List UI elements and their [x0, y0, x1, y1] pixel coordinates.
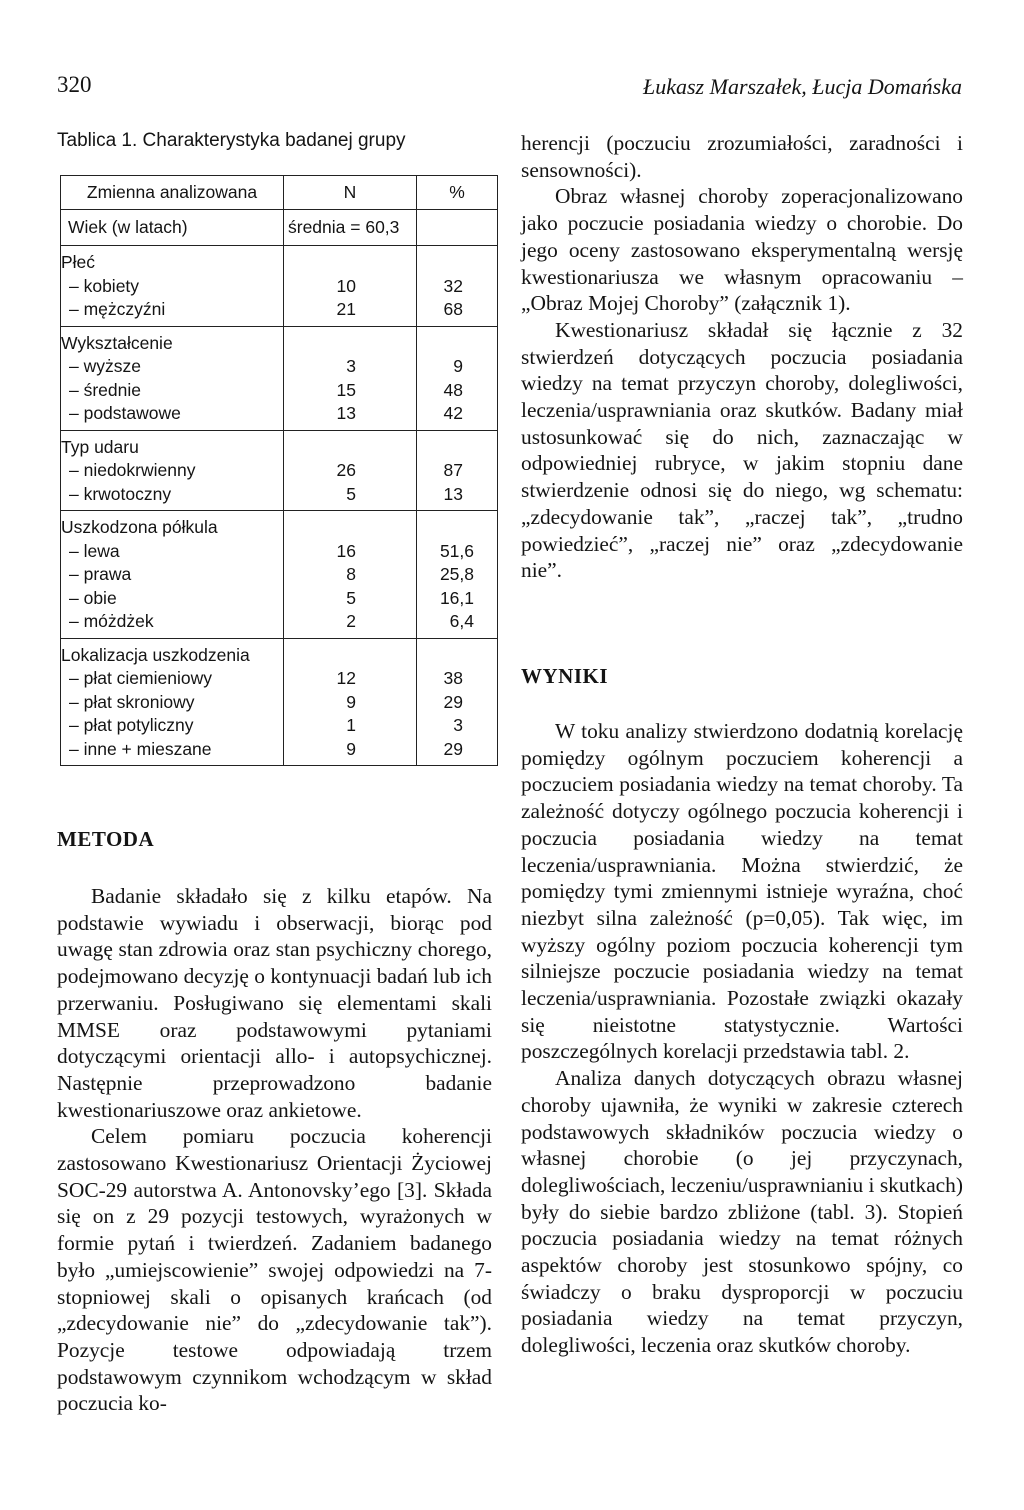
item-n: 16 [336, 540, 356, 561]
table-group-row [61, 327, 497, 431]
section-heading-results: WYNIKI [521, 664, 609, 688]
age-label: Wiek (w latach) [68, 217, 188, 237]
right-paragraph-2: Obraz własnej choroby zoperacjonalizowano jako poczucie posiadania wiedzy o chorobie. Do jego oceny zastosowano eksperymentalną wersję kwestionariusza we własnym opracowaniu – „Obraz Mojej Choroby” (załącznik 1). [521, 184, 963, 316]
age-pct [417, 210, 497, 245]
item-label: – krwotoczny [69, 483, 172, 504]
item-label: – niedokrwienny [69, 460, 196, 480]
right-paragraph-3: Kwestionariusz składał się łącznie z 32 stwierdzeń dotyczących poczucia posiadania wiedzy na temat przyczyn choroby, dolegliwości, leczenia/usprawniania oraz skutków. Badany miał ustosunkować się do nich, zaznaczając w odpowiedniej rubryce, w jakim stopniu dane stwierdzenie odnosi się do niego, wg schematu: „zdecydowanie tak”, „raczej tak”, „trudno powiedzieć”, „raczej nie” oraz „zdecydowanie nie”. [521, 317, 963, 583]
item-label: – podstawowe [69, 403, 181, 423]
running-header-authors: Łukasz Marszałek, Łucja Domańska [643, 74, 962, 99]
item-label: – mężczyźni [69, 299, 166, 319]
results-text [521, 718, 963, 1359]
results-paragraph-1: W toku analizy stwierdzono dodatnią korelację pomiędzy ogólnym poczuciem koherencji a poczuciem posiadania wiedzy na temat choroby. Ta zależność dotyczy ogólnego poczucia koherencji i poczucia posiadania wiedzy na temat leczenia/usprawniania. Można stwierdzić, że pomiędzy tymi zmiennymi istnieje wyraźna, choć niezbyt silna zależność (p=0,05). Tak więc, im wyższy ogólny poziom poczucia koherencji tym silniejsze poczucie posiadania wiedzy na temat leczenia/usprawniania. Pozostałe związki okazały się nieistotne statystycznie. Wartości poszczególnych korelacji przedstawia tabl. 2. [521, 719, 963, 1064]
results-paragraph-2: Analiza danych dotyczących obrazu własnej choroby ujawniła, że wyniki w zakresie czterech podstawowych składników poczucia wiedzy o własnej chorobie (o jej przyczynach, dolegliwościach, leczeniu/usprawnianiu i skutkach) były do siebie bardzo zbliżone (tabl. 3). Stopień poczucia posiadania wiedzy na temat różnych aspektów choroby jest stosunkowo spójny, co świadczy o braku dysproporcji w poczuciu posiadania wiedzy na temat przyczyn, dolegliwości, leczenia oraz skutków choroby. [521, 1066, 963, 1358]
item-pct: 68 [443, 299, 463, 319]
item-pct: 25,8 [439, 564, 474, 584]
item-label: – lewa [69, 540, 120, 561]
item-n: 12 [336, 668, 356, 688]
item-label: – kobiety [69, 275, 140, 296]
method-paragraph-2: Celem pomiaru poczucia koherencji zastosowano Kwestionariusz Orientacji Życiowej SOC-29 autorstwa A. Antonovsky’ego [3]. Składa się on z 29 pozycji testowych, wyrażonych w formie pytań i twierdzeń. Zadaniem badanego było „umiejscowienie” swojej odpowiedzi na 7-stopniowej skali o opisanych krańcach (od „zdecydowanie nie” do „zdecydowanie tak”). Pozycje testowe odpowiadają trzem podstawowym czynnikom wchodzącym w skład poczucia ko- [57, 1124, 492, 1416]
item-pct: 6,4 [449, 611, 474, 631]
item-n: 5 [346, 483, 356, 504]
item-pct: 29 [443, 738, 463, 759]
item-n: 26 [336, 460, 356, 480]
item-pct: 3 [453, 715, 463, 735]
group-title: Płeć [61, 252, 96, 272]
item-n: 9 [346, 738, 356, 759]
item-pct: 13 [443, 483, 463, 504]
item-pct: 29 [443, 691, 463, 712]
item-label: – móżdżek [69, 611, 154, 631]
item-pct: 42 [443, 403, 463, 423]
table-group-row [61, 246, 497, 327]
group-title: Lokalizacja uszkodzenia [61, 644, 250, 665]
item-pct: 32 [443, 275, 463, 296]
page-number: 320 [57, 72, 92, 97]
age-mean: średnia = 60,3 [288, 217, 400, 237]
method-paragraph-1: Badanie składało się z kilku etapów. Na podstawie wywiadu i obserwacji, biorąc pod uwagę stan zdrowia oraz stan psychiczny chorego, podejmowano decyzję o kontynuacji badań lub ich przerwaniu. Posługiwano się elementami skali MMSE oraz podstawowymi pytaniami dotyczącymi orientacji allo- i autopsychicznej. Następnie przeprowadzono badanie kwestionariuszowe oraz ankietowe. [57, 884, 492, 1122]
item-n: 1 [346, 715, 356, 735]
table-group-row [61, 639, 497, 767]
item-n: 10 [336, 275, 356, 296]
item-n: 2 [346, 611, 356, 631]
section-heading-method: METODA [57, 827, 155, 851]
item-n: 5 [346, 587, 356, 608]
item-n: 8 [346, 564, 356, 584]
item-label: – płat ciemieniowy [69, 668, 212, 688]
item-label: – obie [69, 587, 117, 608]
column-header-n: N [343, 182, 357, 202]
table-group-row [61, 511, 497, 639]
item-n: 9 [346, 691, 356, 712]
item-pct: 38 [443, 668, 463, 688]
right-paragraph-1: herencji (poczuciu zrozumiałości, zaradności i sensowności). [521, 131, 963, 182]
column-header-percent: % [449, 182, 465, 202]
item-n: 3 [346, 356, 356, 376]
table-row-age [61, 210, 497, 246]
item-pct: 51,6 [439, 540, 474, 561]
group-title: Uszkodzona półkula [61, 517, 218, 537]
item-label: – prawa [69, 564, 132, 584]
item-n: 21 [336, 299, 356, 319]
item-pct: 9 [453, 356, 463, 376]
right-column-text [521, 130, 963, 584]
item-label: – płat skroniowy [69, 691, 195, 712]
item-label: – inne + mieszane [69, 738, 212, 759]
item-label: – płat potyliczny [69, 715, 194, 735]
characteristics-table [60, 175, 498, 766]
item-n: 13 [336, 403, 356, 423]
method-text [57, 883, 492, 1417]
group-title: Wykształcenie [61, 332, 173, 353]
item-n: 15 [336, 379, 356, 400]
item-label: – średnie [69, 379, 141, 400]
item-pct: 16,1 [439, 587, 474, 608]
table-group-row [61, 431, 497, 512]
item-label: – wyższe [69, 356, 141, 376]
group-title: Typ udaru [61, 436, 139, 457]
item-pct: 48 [443, 379, 463, 400]
table-caption: Tablica 1. Charakterystyka badanej grupy [57, 130, 406, 151]
item-pct: 87 [443, 460, 463, 480]
table-header-row [61, 176, 497, 210]
column-header-variable: Zmienna analizowana [86, 182, 258, 202]
